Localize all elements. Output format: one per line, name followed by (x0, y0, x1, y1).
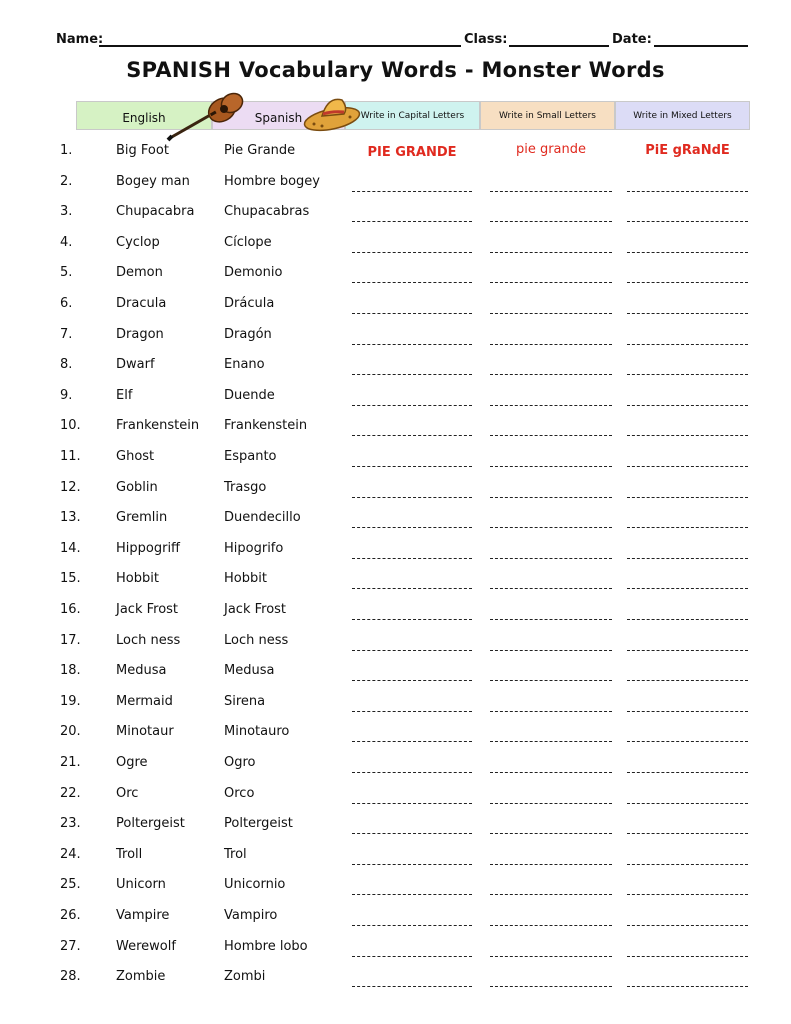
vocab-row (0, 143, 791, 163)
column-header-capital: Write in Capital Letters (345, 101, 480, 130)
spanish-word: Hipogrifo (224, 540, 284, 556)
mixed-writing-blank[interactable] (627, 650, 748, 651)
vocab-row (0, 939, 791, 959)
small-writing-blank[interactable] (490, 344, 612, 345)
capital-writing-blank[interactable] (352, 956, 472, 957)
spanish-word: Drácula (224, 296, 275, 311)
english-word: Hippogriff (116, 540, 181, 556)
spanish-word: Hobbit (224, 571, 267, 587)
spanish-word: Hombre bogey (224, 173, 320, 189)
small-writing-blank[interactable] (490, 191, 612, 192)
vocab-row (0, 265, 791, 285)
spanish-word: Jack Frost (224, 602, 287, 617)
vocab-row (0, 480, 791, 500)
mixed-writing-blank[interactable] (627, 527, 748, 528)
row-number: 27. (60, 938, 81, 954)
row-number: 26. (60, 908, 81, 923)
small-writing-blank[interactable] (490, 221, 612, 222)
row-number: 11. (60, 449, 81, 464)
capital-writing-blank[interactable] (352, 313, 472, 314)
spanish-word: Frankenstein (224, 418, 308, 434)
mixed-writing-blank[interactable] (627, 711, 748, 712)
capital-writing-blank[interactable] (352, 405, 472, 406)
mixed-writing-blank[interactable] (627, 344, 748, 345)
capital-writing-blank[interactable] (352, 282, 472, 283)
row-number: 14. (60, 540, 81, 556)
vocab-row (0, 694, 791, 714)
mixed-writing-blank[interactable] (627, 221, 748, 222)
spanish-word: Duendecillo (224, 510, 301, 526)
row-number: 13. (60, 510, 81, 526)
row-number: 17. (60, 632, 81, 648)
capital-writing-blank[interactable] (352, 344, 472, 345)
english-word: Bogey man (116, 173, 190, 189)
row-number: 1. (60, 143, 73, 158)
vocab-row (0, 633, 791, 653)
row-number: 2. (60, 173, 73, 189)
worksheet-header (56, 32, 748, 52)
small-writing-blank[interactable] (490, 711, 612, 712)
mixed-writing-blank[interactable] (627, 313, 748, 314)
english-word: Demon (116, 265, 163, 281)
capital-writing-blank[interactable] (352, 466, 472, 467)
mixed-writing-blank[interactable] (627, 435, 748, 436)
class-label: Class: (464, 32, 508, 47)
row-number: 22. (60, 785, 81, 801)
mixed-writing-blank[interactable] (627, 956, 748, 957)
mixed-writing-blank[interactable] (627, 925, 748, 926)
row-number: 24. (60, 846, 81, 862)
small-writing-blank[interactable] (490, 986, 612, 987)
english-word: Elf (116, 387, 133, 403)
row-number: 3. (60, 204, 73, 220)
english-word: Jack Frost (116, 602, 179, 617)
english-word: Frankenstein (116, 418, 200, 434)
mixed-writing-blank[interactable] (627, 252, 748, 253)
mixed-writing-blank[interactable] (627, 772, 748, 773)
vocab-row (0, 908, 791, 928)
spanish-word: Ogro (224, 755, 256, 770)
date-label: Date: (612, 32, 652, 47)
vocab-row (0, 296, 791, 316)
small-writing-blank[interactable] (490, 894, 612, 895)
mixed-writing-blank[interactable] (627, 803, 748, 804)
row-number: 7. (60, 326, 73, 342)
capital-writing-blank[interactable] (352, 374, 472, 375)
mixed-writing-blank[interactable] (627, 497, 748, 498)
example-small: pie grande (515, 142, 587, 157)
small-writing-blank[interactable] (490, 925, 612, 926)
row-number: 15. (60, 571, 81, 587)
small-writing-blank[interactable] (490, 405, 612, 406)
english-word: Big Foot (116, 143, 169, 158)
class-field[interactable] (509, 45, 609, 47)
spanish-word: Unicornio (224, 877, 286, 893)
mixed-writing-blank[interactable] (627, 466, 748, 467)
spanish-word: Medusa (224, 663, 275, 679)
vocab-row (0, 541, 791, 561)
mixed-writing-blank[interactable] (627, 588, 748, 589)
row-number: 18. (60, 663, 81, 679)
spanish-word: Enano (224, 357, 265, 373)
column-header-small: Write in Small Letters (480, 101, 615, 130)
page-title: SPANISH Vocabulary Words - Monster Words (126, 58, 665, 82)
english-word: Loch ness (116, 632, 181, 648)
small-writing-blank[interactable] (490, 833, 612, 834)
name-field[interactable] (99, 45, 461, 47)
mixed-writing-blank[interactable] (627, 405, 748, 406)
spanish-word: Trol (224, 846, 247, 862)
capital-writing-blank[interactable] (352, 864, 472, 865)
column-header-mixed: Write in Mixed Letters (615, 101, 750, 130)
mixed-writing-blank[interactable] (627, 619, 748, 620)
spanish-word: Poltergeist (224, 816, 293, 832)
example-capital: PIE GRANDE (367, 145, 457, 160)
english-word: Chupacabra (116, 204, 195, 220)
small-writing-blank[interactable] (490, 680, 612, 681)
small-writing-blank[interactable] (490, 956, 612, 957)
spanish-word: Espanto (224, 449, 277, 464)
capital-writing-blank[interactable] (352, 497, 472, 498)
spanish-word: Zombi (224, 969, 266, 985)
spanish-word: Loch ness (224, 632, 289, 648)
spanish-word: Sirena (224, 693, 266, 709)
date-field[interactable] (654, 45, 748, 47)
capital-writing-blank[interactable] (352, 711, 472, 712)
small-writing-blank[interactable] (490, 588, 612, 589)
vocab-row (0, 877, 791, 897)
english-word: Troll (116, 846, 143, 862)
row-number: 5. (60, 265, 73, 281)
capital-writing-blank[interactable] (352, 925, 472, 926)
row-number: 21. (60, 755, 81, 770)
english-word: Werewolf (116, 938, 176, 954)
english-word: Unicorn (116, 877, 166, 893)
mixed-writing-blank[interactable] (627, 894, 748, 895)
spanish-word: Trasgo (224, 479, 267, 495)
small-writing-blank[interactable] (490, 435, 612, 436)
vocab-row (0, 724, 791, 744)
spanish-word: Orco (224, 785, 255, 801)
capital-writing-blank[interactable] (352, 803, 472, 804)
spanish-word: Dragón (224, 326, 272, 342)
english-word: Orc (116, 785, 139, 801)
small-writing-blank[interactable] (490, 772, 612, 773)
capital-writing-blank[interactable] (352, 650, 472, 651)
row-number: 16. (60, 602, 81, 617)
name-label: Name: (56, 32, 104, 47)
english-word: Mermaid (116, 693, 173, 709)
english-word: Goblin (116, 479, 158, 495)
mixed-writing-blank[interactable] (627, 986, 748, 987)
english-word: Minotaur (116, 724, 174, 740)
capital-writing-blank[interactable] (352, 772, 472, 773)
capital-writing-blank[interactable] (352, 191, 472, 192)
row-number: 6. (60, 296, 73, 311)
row-number: 4. (60, 234, 73, 250)
spanish-word: Cíclope (224, 234, 272, 250)
sombrero-icon (302, 92, 364, 134)
spanish-word: Duende (224, 387, 275, 403)
vocab-row (0, 786, 791, 806)
capital-writing-blank[interactable] (352, 558, 472, 559)
english-word: Poltergeist (116, 816, 185, 832)
vocab-row (0, 449, 791, 469)
row-number: 8. (60, 357, 73, 373)
spanish-word: Vampiro (224, 908, 278, 923)
english-word: Ghost (116, 449, 155, 464)
english-word: Ogre (116, 755, 148, 770)
vocab-row (0, 357, 791, 377)
column-header-spanish: Spanish (212, 101, 345, 130)
row-number: 19. (60, 693, 81, 709)
mixed-writing-blank[interactable] (627, 282, 748, 283)
vocab-row (0, 602, 791, 622)
small-writing-blank[interactable] (490, 741, 612, 742)
mixed-writing-blank[interactable] (627, 191, 748, 192)
english-word: Hobbit (116, 571, 159, 587)
small-writing-blank[interactable] (490, 803, 612, 804)
mixed-writing-blank[interactable] (627, 374, 748, 375)
spanish-word: Chupacabras (224, 204, 310, 220)
vocab-row (0, 174, 791, 194)
example-mixed: PiE gRaNdE (645, 143, 730, 158)
mixed-writing-blank[interactable] (627, 680, 748, 681)
vocab-row (0, 204, 791, 224)
english-word: Medusa (116, 663, 167, 679)
small-writing-blank[interactable] (490, 527, 612, 528)
capital-writing-blank[interactable] (352, 588, 472, 589)
small-writing-blank[interactable] (490, 864, 612, 865)
english-word: Dracula (116, 296, 167, 311)
vocab-row (0, 418, 791, 438)
capital-writing-blank[interactable] (352, 619, 472, 620)
english-word: Vampire (116, 908, 170, 923)
capital-writing-blank[interactable] (352, 986, 472, 987)
mixed-writing-blank[interactable] (627, 558, 748, 559)
vocab-row (0, 816, 791, 836)
vocab-row (0, 327, 791, 347)
row-number: 25. (60, 877, 81, 893)
vocab-row (0, 510, 791, 530)
small-writing-blank[interactable] (490, 558, 612, 559)
mixed-writing-blank[interactable] (627, 741, 748, 742)
capital-writing-blank[interactable] (352, 221, 472, 222)
mixed-writing-blank[interactable] (627, 833, 748, 834)
english-word: Dragon (116, 326, 164, 342)
spanish-word: Minotauro (224, 724, 290, 740)
row-number: 12. (60, 479, 81, 495)
row-number: 9. (60, 387, 73, 403)
row-number: 10. (60, 418, 81, 434)
english-word: Zombie (116, 969, 166, 985)
vocab-row (0, 388, 791, 408)
english-word: Gremlin (116, 510, 168, 526)
capital-writing-blank[interactable] (352, 527, 472, 528)
english-word: Cyclop (116, 234, 160, 250)
vocab-row (0, 969, 791, 989)
spanish-word: Pie Grande (224, 143, 296, 158)
small-writing-blank[interactable] (490, 497, 612, 498)
small-writing-blank[interactable] (490, 619, 612, 620)
small-writing-blank[interactable] (490, 313, 612, 314)
capital-writing-blank[interactable] (352, 833, 472, 834)
small-writing-blank[interactable] (490, 282, 612, 283)
vocab-row (0, 235, 791, 255)
capital-writing-blank[interactable] (352, 252, 472, 253)
capital-writing-blank[interactable] (352, 435, 472, 436)
spanish-word: Demonio (224, 265, 283, 281)
capital-writing-blank[interactable] (352, 680, 472, 681)
column-header-english: English (76, 101, 212, 130)
mixed-writing-blank[interactable] (627, 864, 748, 865)
row-number: 28. (60, 969, 81, 985)
row-number: 20. (60, 724, 81, 740)
row-number: 23. (60, 816, 81, 832)
capital-writing-blank[interactable] (352, 741, 472, 742)
small-writing-blank[interactable] (490, 374, 612, 375)
spanish-word: Hombre lobo (224, 938, 308, 954)
small-writing-blank[interactable] (490, 466, 612, 467)
vocab-row (0, 571, 791, 591)
vocab-row (0, 847, 791, 867)
capital-writing-blank[interactable] (352, 894, 472, 895)
small-writing-blank[interactable] (490, 650, 612, 651)
vocab-row (0, 755, 791, 775)
vocab-row (0, 663, 791, 683)
small-writing-blank[interactable] (490, 252, 612, 253)
guitar-icon (166, 90, 246, 142)
english-word: Dwarf (116, 357, 155, 373)
